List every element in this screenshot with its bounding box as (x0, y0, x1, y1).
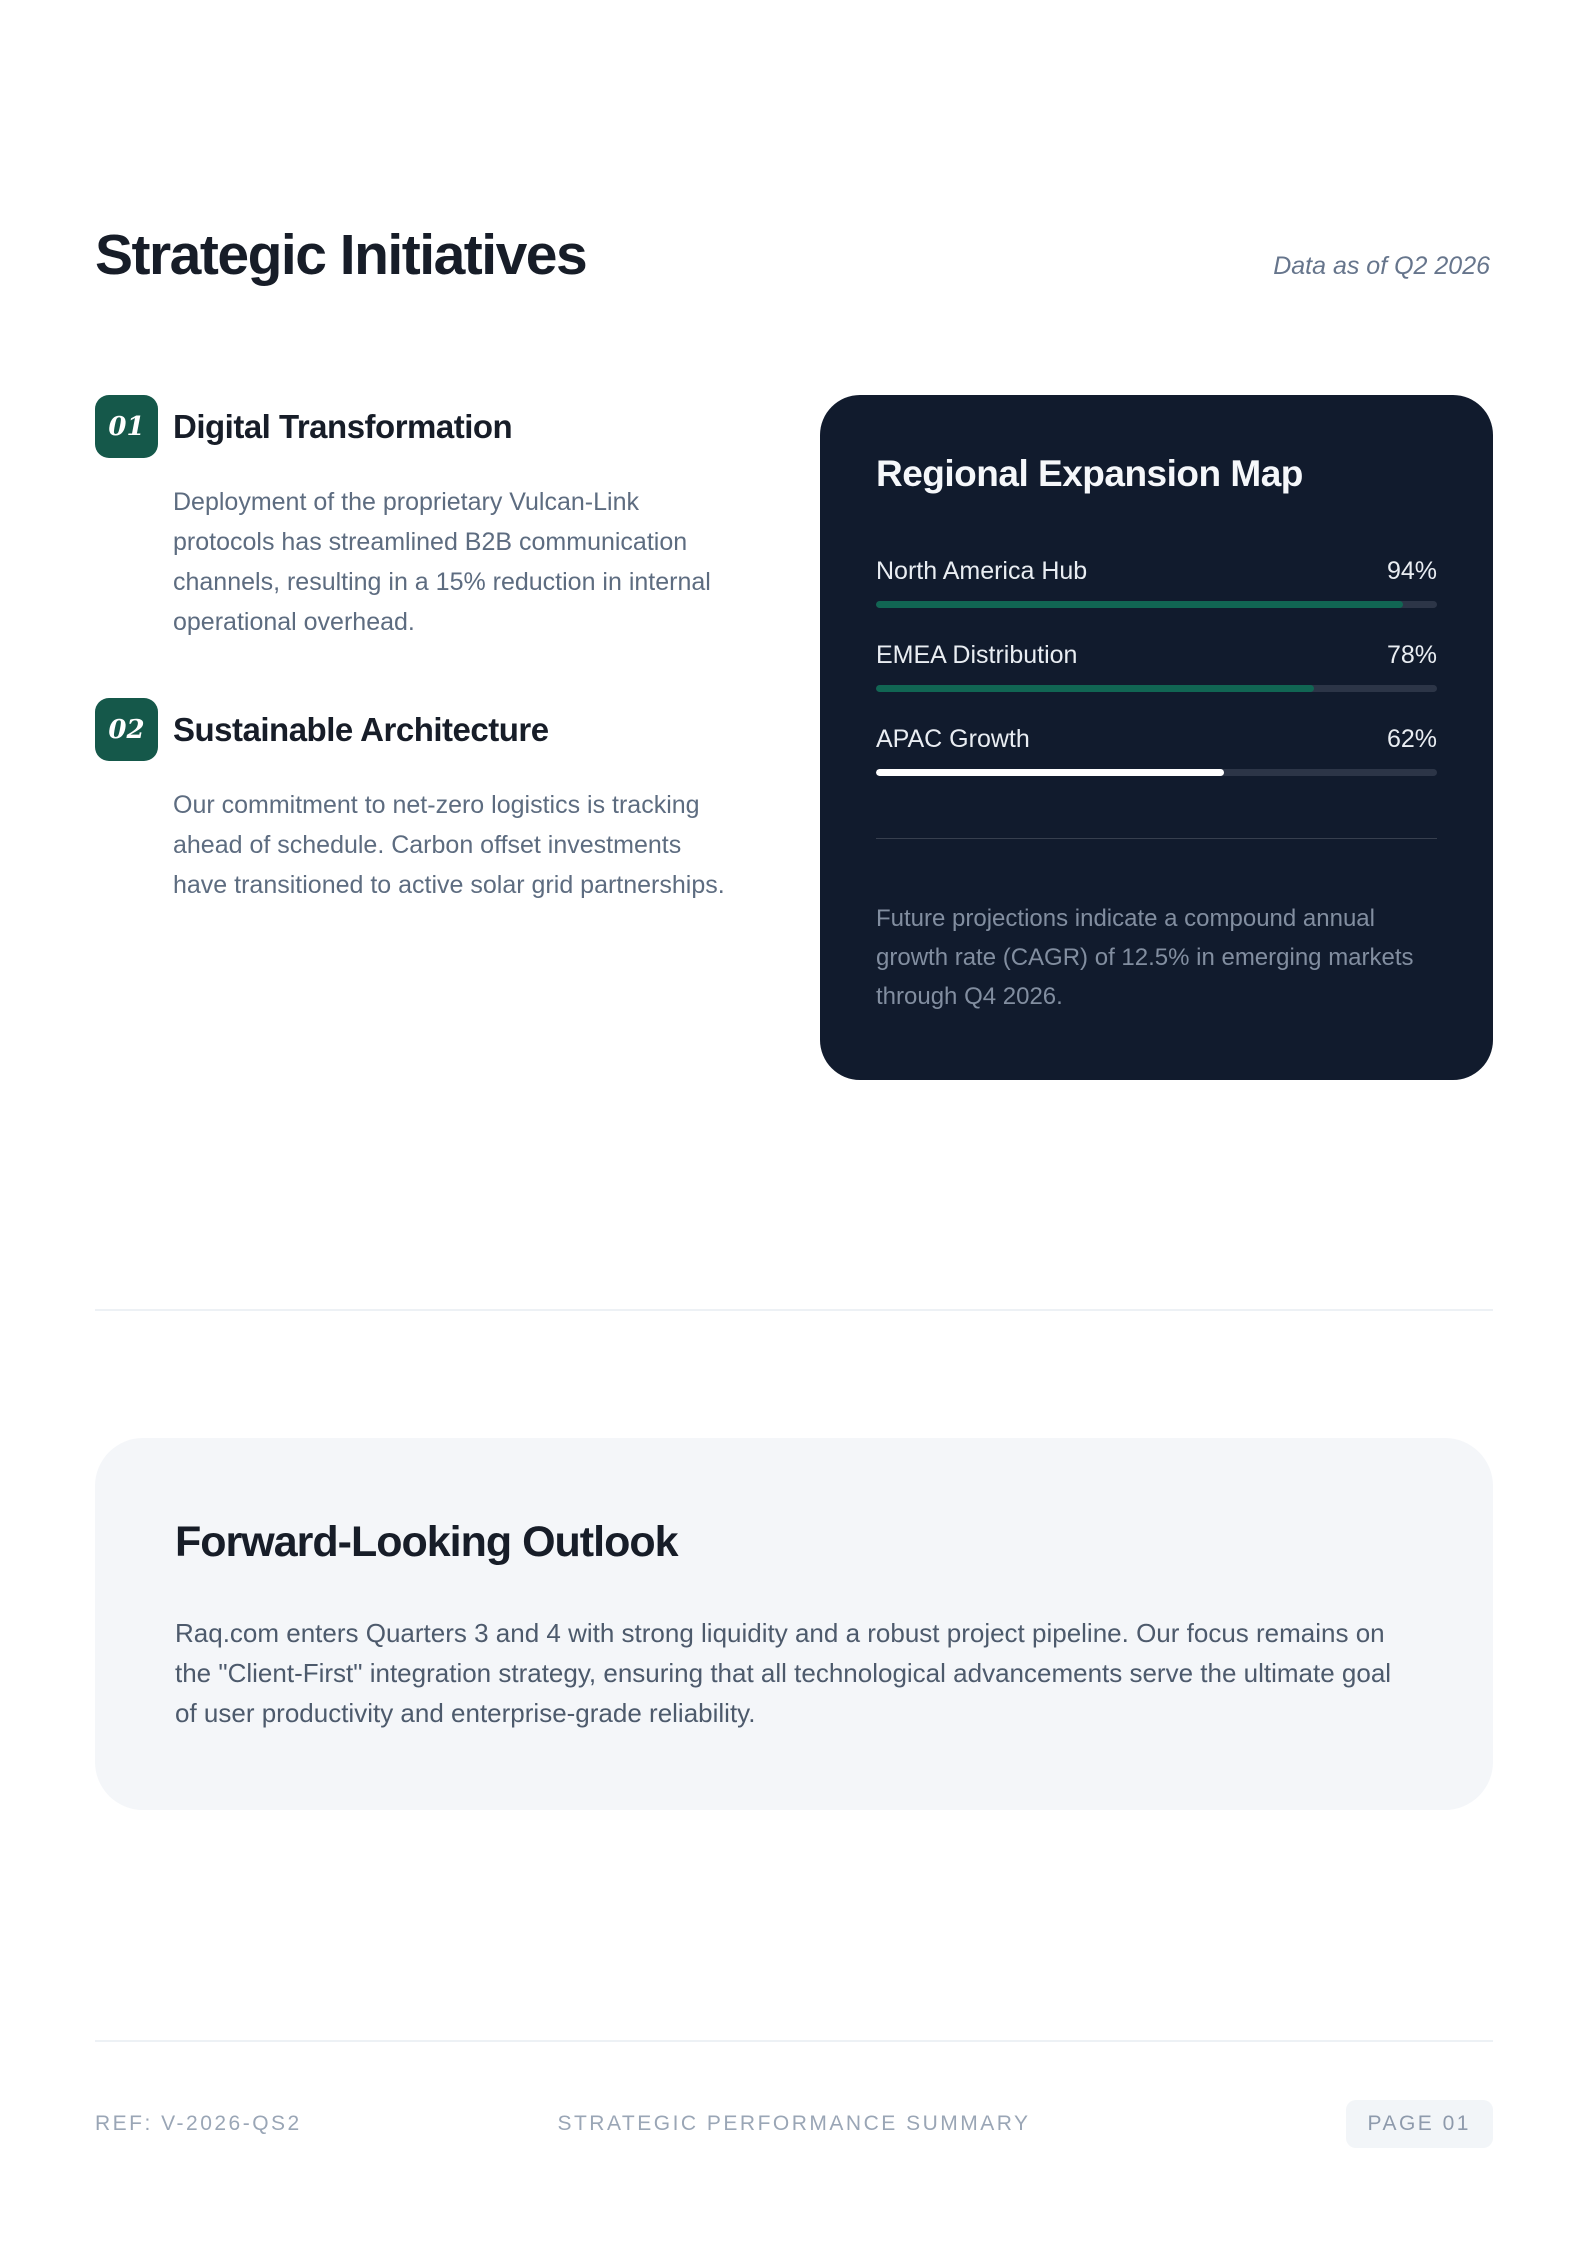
page-header (95, 222, 1490, 288)
section-divider (95, 1309, 1493, 1311)
progress-row-head (876, 641, 1437, 670)
initiative-item-2 (95, 698, 795, 905)
progress-row-head (876, 725, 1437, 754)
progress-row-emea (876, 641, 1437, 692)
card-divider (876, 838, 1437, 839)
progress-track (876, 685, 1437, 692)
progress-row-north-america (876, 557, 1437, 608)
outlook-body: Raq.com enters Quarters 3 and 4 with strong liquidity and a robust project pipeline. Our focus remains on the "Client-First" integration strategy, ensuring that all technological advancements serve the ultimate goal of user productivity and enterprise-grade reliability. (175, 1618, 1392, 1728)
progress-row-head (876, 557, 1437, 586)
progress-fill (876, 601, 1403, 608)
page-number-badge: PAGE 01 (1346, 2100, 1494, 2148)
footer-reference: REF: V-2026-QS2 (95, 2112, 302, 2135)
data-as-of-label: Data as of Q2 2026 (1273, 252, 1490, 280)
regional-expansion-card (820, 395, 1493, 1080)
regional-card-title: Regional Expansion Map (876, 453, 1303, 494)
progress-value: 78% (1386, 641, 1437, 669)
page-title: Strategic Initiatives (95, 223, 587, 287)
progress-fill (876, 769, 1224, 776)
footer-document-title: STRATEGIC PERFORMANCE SUMMARY (557, 2112, 1031, 2135)
page-footer (95, 2100, 1493, 2148)
initiatives-list (95, 395, 795, 1080)
progress-track (876, 769, 1437, 776)
main-content (95, 395, 1493, 1080)
progress-row-apac (876, 725, 1437, 776)
initiative-number-badge: 01 (95, 395, 158, 458)
initiative-description: Our commitment to net-zero logistics is tracking ahead of schedule. Carbon offset investments have transitioned to active solar grid partnerships. (173, 791, 725, 899)
progress-track (876, 601, 1437, 608)
initiative-title: Digital Transformation (173, 408, 513, 445)
initiative-content (173, 395, 741, 642)
initiative-item-1 (95, 395, 795, 642)
initiative-number-badge: 02 (95, 698, 158, 761)
progress-label: EMEA Distribution (876, 641, 1078, 669)
initiative-title: Sustainable Architecture (173, 711, 549, 748)
progress-label: APAC Growth (876, 725, 1030, 753)
projection-note: Future projections indicate a compound annual growth rate (CAGR) of 12.5% in emerging markets through Q4 2026. (876, 905, 1414, 1010)
progress-fill (876, 685, 1314, 692)
initiative-content (173, 698, 741, 905)
footer-divider (95, 2040, 1493, 2042)
progress-value: 94% (1386, 557, 1437, 585)
outlook-card (95, 1438, 1493, 1810)
outlook-title: Forward-Looking Outlook (175, 1518, 678, 1566)
progress-label: North America Hub (876, 557, 1088, 585)
initiative-description: Deployment of the proprietary Vulcan-Link protocols has streamlined B2B communication channels, resulting in a 15% reduction in internal operational overhead. (173, 488, 711, 636)
progress-value: 62% (1386, 725, 1437, 753)
